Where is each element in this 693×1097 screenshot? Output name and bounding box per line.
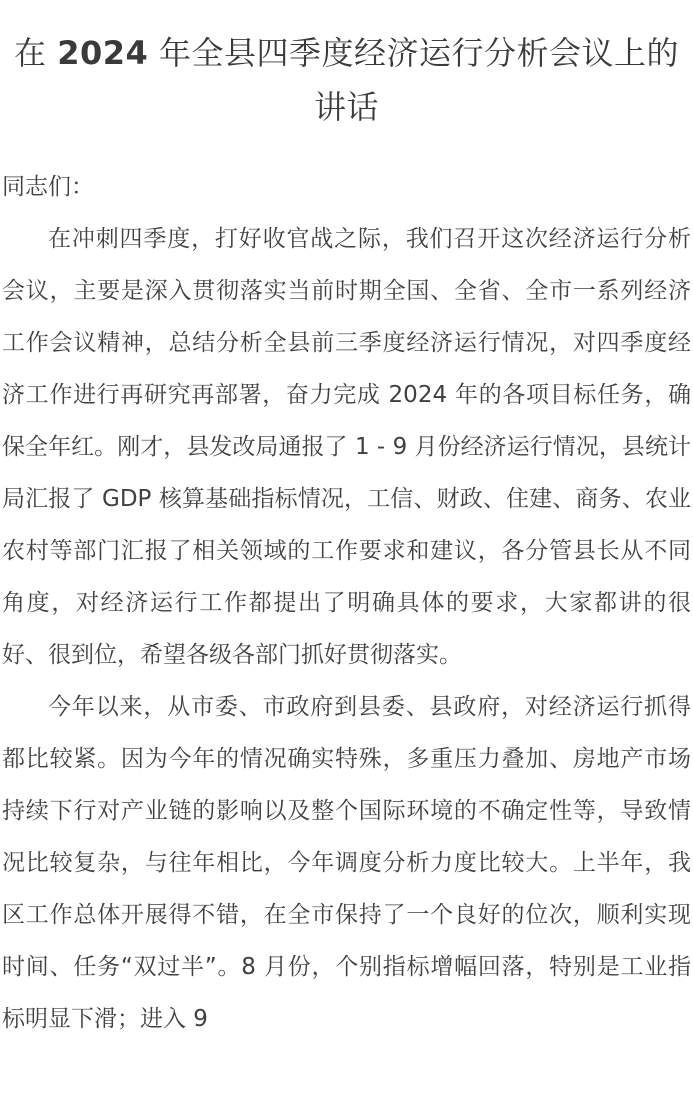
paragraph-2: 今年以来，从市委、市政府到县委、县政府，对经济运行抓得都比较紧。因为今年的情况确实特殊，多重压力叠加、房地产市场持续下行对产业链的影响以及整个国际环境的不确定性等，导致情况比较复杂，与往年相比，今年调度分析力度比较大。上半年，我区工作总体开展得不错，在全市保持了一个良好的位次，顺利实现时间、任务“双过半”。8 月份，个别指标增幅回落，特别是工业指标明显下滑；进入 9: [2, 694, 691, 1032]
paragraph-1: 在冲刺四季度，打好收官战之际，我们召开这次经济运行分析会议，主要是深入贯彻落实当前时期全国、全省、全市一系列经济工作会议精神，总结分析全县前三季度经济运行情况，对四季度经济工作进行再研究再部署，奋力完成 2024 年的各项目标任务，确保全年红。刚才，县发改局通报了 1 - 9 月份经济运行情况，县统计局汇报了 GDP 核算基础指标情况，工信、财政、住建、商务、农业农村等部门汇报了相关领域的工作要求和建议，各分管县长从不同角度，对经济运行工作都提出了明确具体的要求，大家都讲的很好、很到位，希望各级各部门抓好贯彻落实。: [2, 226, 691, 668]
document-body: [0, 161, 693, 1045]
title-year: 2024: [57, 34, 149, 72]
salutation: 同志们：: [2, 174, 94, 200]
document-title: [0, 0, 693, 134]
title-suffix: 年全县四季度经济运行分析会议上的讲话: [148, 34, 679, 126]
title-prefix: 在: [14, 34, 58, 72]
